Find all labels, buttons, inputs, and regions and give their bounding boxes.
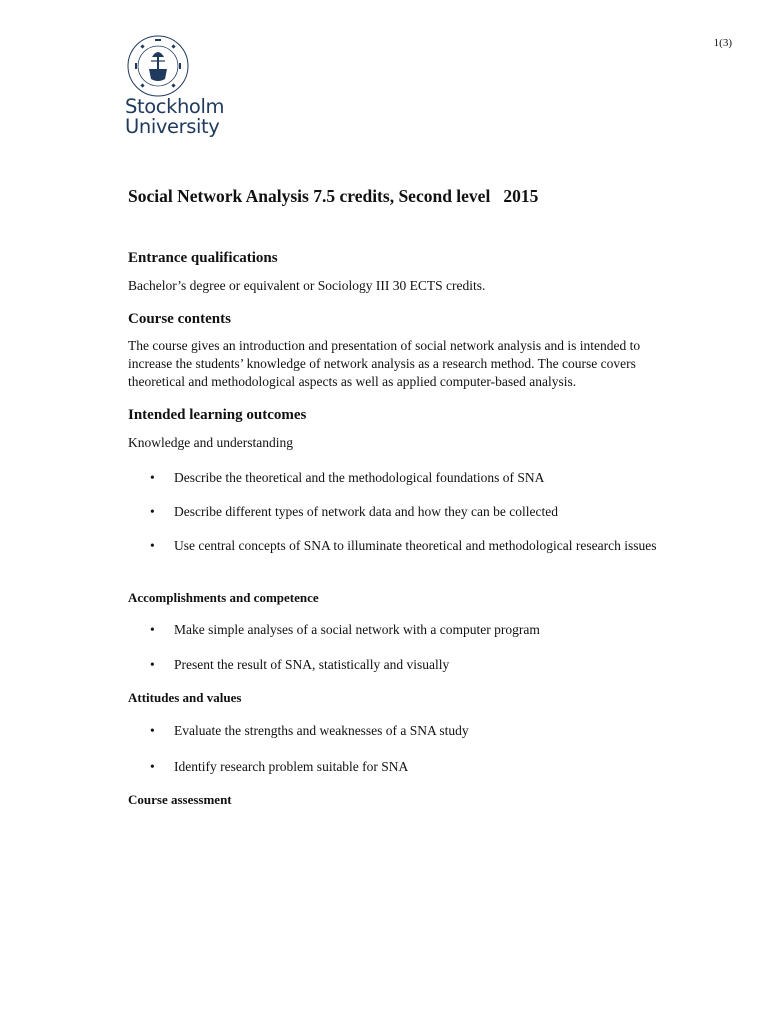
bullet-icon: • <box>150 622 155 637</box>
document-title: Social Network Analysis 7.5 credits, Second level 2015 <box>128 186 539 206</box>
heading-entrance-qualifications: Entrance qualifications <box>128 250 278 266</box>
list-item <box>150 469 650 487</box>
course-contents-text: The course gives an introduction and presentation of social network analysis and is intended to increase the students’ knowledge of network analysis as a research method. The course covers theoretical and methodological aspects as well as applied computer-based analysis. <box>128 338 641 389</box>
university-seal-icon <box>127 35 189 97</box>
list-item-text: Use central concepts of SNA to illuminate theoretical and methodological research issues <box>174 538 657 553</box>
page-number: 1(3) <box>713 37 732 49</box>
list-item <box>150 656 650 674</box>
list-item-text: Describe different types of network data and how they can be collected <box>174 504 558 519</box>
list-item <box>150 537 660 555</box>
bullet-icon: • <box>150 759 155 774</box>
bullet-icon: • <box>150 538 155 553</box>
heading-course-contents: Course contents <box>128 311 231 327</box>
bullet-icon: • <box>150 657 155 672</box>
list-item <box>150 621 650 639</box>
entrance-qualifications-text: Bachelor’s degree or equivalent or Sociology III 30 ECTS credits. <box>128 278 486 293</box>
list-item <box>150 758 650 776</box>
logo-line-2: University <box>125 115 220 138</box>
knowledge-label: Knowledge and understanding <box>128 435 293 450</box>
logo-wordmark <box>125 97 245 137</box>
bullet-icon: • <box>150 723 155 738</box>
list-item-text: Make simple analyses of a social network with a computer program <box>174 622 540 637</box>
heading-attitudes-values: Attitudes and values <box>128 690 242 705</box>
heading-accomplishments: Accomplishments and competence <box>128 590 319 605</box>
list-item-text: Describe the theoretical and the methodological foundations of SNA <box>174 470 545 485</box>
list-item <box>150 722 650 740</box>
list-item-text: Present the result of SNA, statistically and visually <box>174 657 450 672</box>
heading-course-assessment: Course assessment <box>128 792 232 807</box>
list-item-text: Identify research problem suitable for SNA <box>174 759 409 774</box>
bullet-icon: • <box>150 470 155 485</box>
list-item-text: Evaluate the strengths and weaknesses of a SNA study <box>174 723 469 738</box>
logo-line-1: Stockholm <box>125 95 225 118</box>
university-logo <box>125 35 245 137</box>
bullet-icon: • <box>150 504 155 519</box>
list-item <box>150 503 650 521</box>
heading-intended-learning-outcomes: Intended learning outcomes <box>128 407 307 423</box>
